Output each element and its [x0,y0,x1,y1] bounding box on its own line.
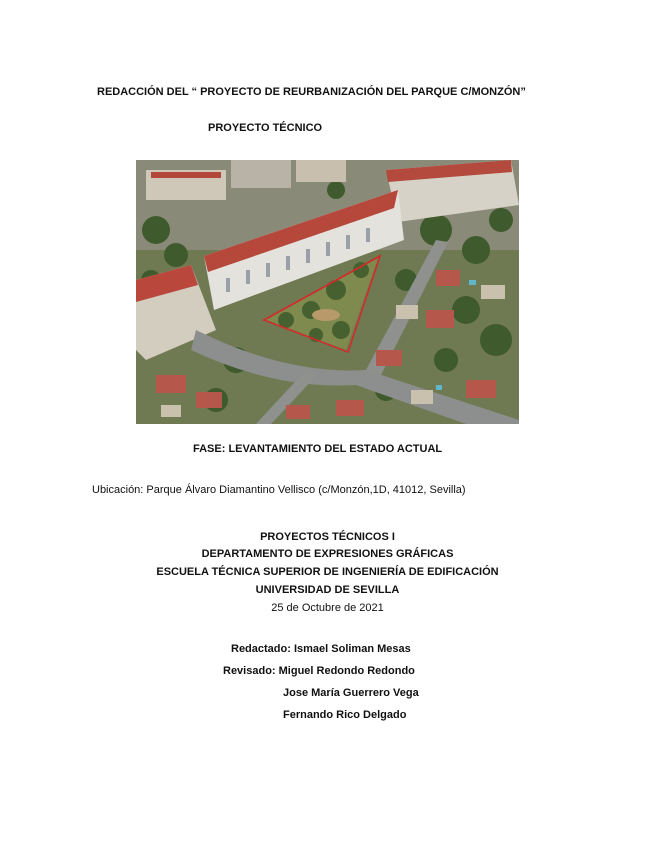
document-date: 25 de Octubre de 2021 [271,602,384,614]
reviewed-by: Revisado: Miguel Redondo Redondo [223,665,415,677]
reviewer-3: Fernando Rico Delgado [283,709,407,721]
written-by: Redactado: Ismael Soliman Mesas [231,643,411,655]
aerial-photo [136,160,519,424]
institution-line-2: DEPARTAMENTO DE EXPRESIONES GRÁFICAS [201,548,454,560]
document-heading: REDACCIÓN DEL “ PROYECTO DE REURBANIZACIÓN DEL PARQUE C/MONZÓN” [97,86,526,98]
institution-line-4: UNIVERSIDAD DE SEVILLA [255,584,400,596]
document-subheading: PROYECTO TÉCNICO [208,122,323,134]
location-text: Ubicación: Parque Álvaro Diamantino Vellisco (c/Monzón,1D, 41012, Sevilla) [92,484,466,496]
institution-line-3: ESCUELA TÉCNICA SUPERIOR DE INGENIERÍA DE EDIFICACIÓN [156,566,499,578]
institution-line-1: PROYECTOS TÉCNICOS I [260,531,395,543]
reviewer-2: Jose María Guerrero Vega [283,687,419,699]
phase-title: FASE: LEVANTAMIENTO DEL ESTADO ACTUAL [193,443,443,455]
